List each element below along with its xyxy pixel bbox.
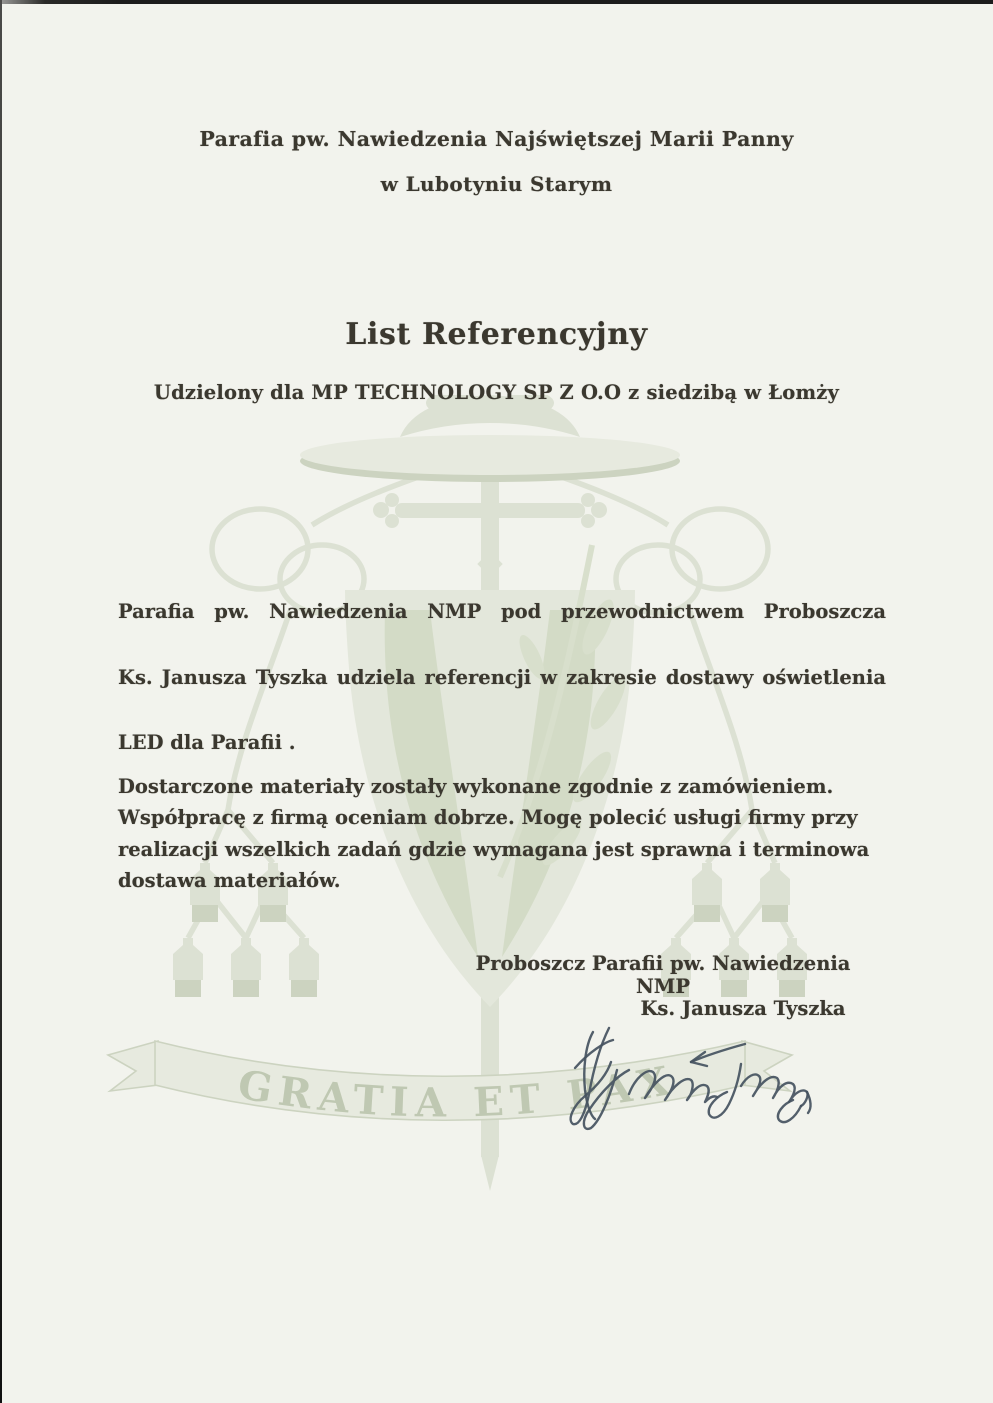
paragraph-1 [118,596,886,760]
paragraph-1-line: Parafia pw. Nawiedzenia NMP pod przewodnictwem Proboszcza [118,600,886,623]
paragraph-2-line: Dostarczone materiały zostały wykonane zgodnie z zamówieniem. [118,774,834,798]
document-subtitle: Udzielony dla MP TECHNOLOGY SP Z O.O z siedzibą w Łomży [153,381,840,404]
paragraph-2-line: dostawa materiałów. [118,869,341,893]
ribbon-motto-text: GRATIA ET PAX [234,1056,680,1127]
paragraph-2 [118,771,886,897]
paragraph-2-line: realizacji wszelkich zadań gdzie wymagana jest sprawna i terminowa [118,837,870,861]
paragraph-1-line: Ks. Janusza Tyszka udziela referencji w zakresie dostawy oświetlenia [118,665,886,689]
letterhead-parish-location: w Lubotyniu Starym [380,172,613,196]
letterhead-parish-name: Parafia pw. Nawiedzenia Najświętszej Marii Panny [199,127,794,151]
galero-hat [300,395,680,482]
scan-edge-left [0,0,2,1403]
signoff-name-line: Ks. Janusza Tyszka [640,997,846,1020]
signature-ink-strokes [571,1028,811,1129]
paragraph-1-line: LED dla Parafii . [118,731,296,755]
scan-edge-top [0,0,993,4]
signoff-role-line: Proboszcz Parafii pw. Nawiedzenia NMP [475,952,851,998]
handwritten-signature [555,1012,825,1132]
letter-body [118,596,886,897]
document-title: List Referencyjny [345,317,648,352]
paragraph-2-line: Współpracę z firmą oceniam dobrze. Mogę polecić usługi firmy przy [118,806,858,830]
